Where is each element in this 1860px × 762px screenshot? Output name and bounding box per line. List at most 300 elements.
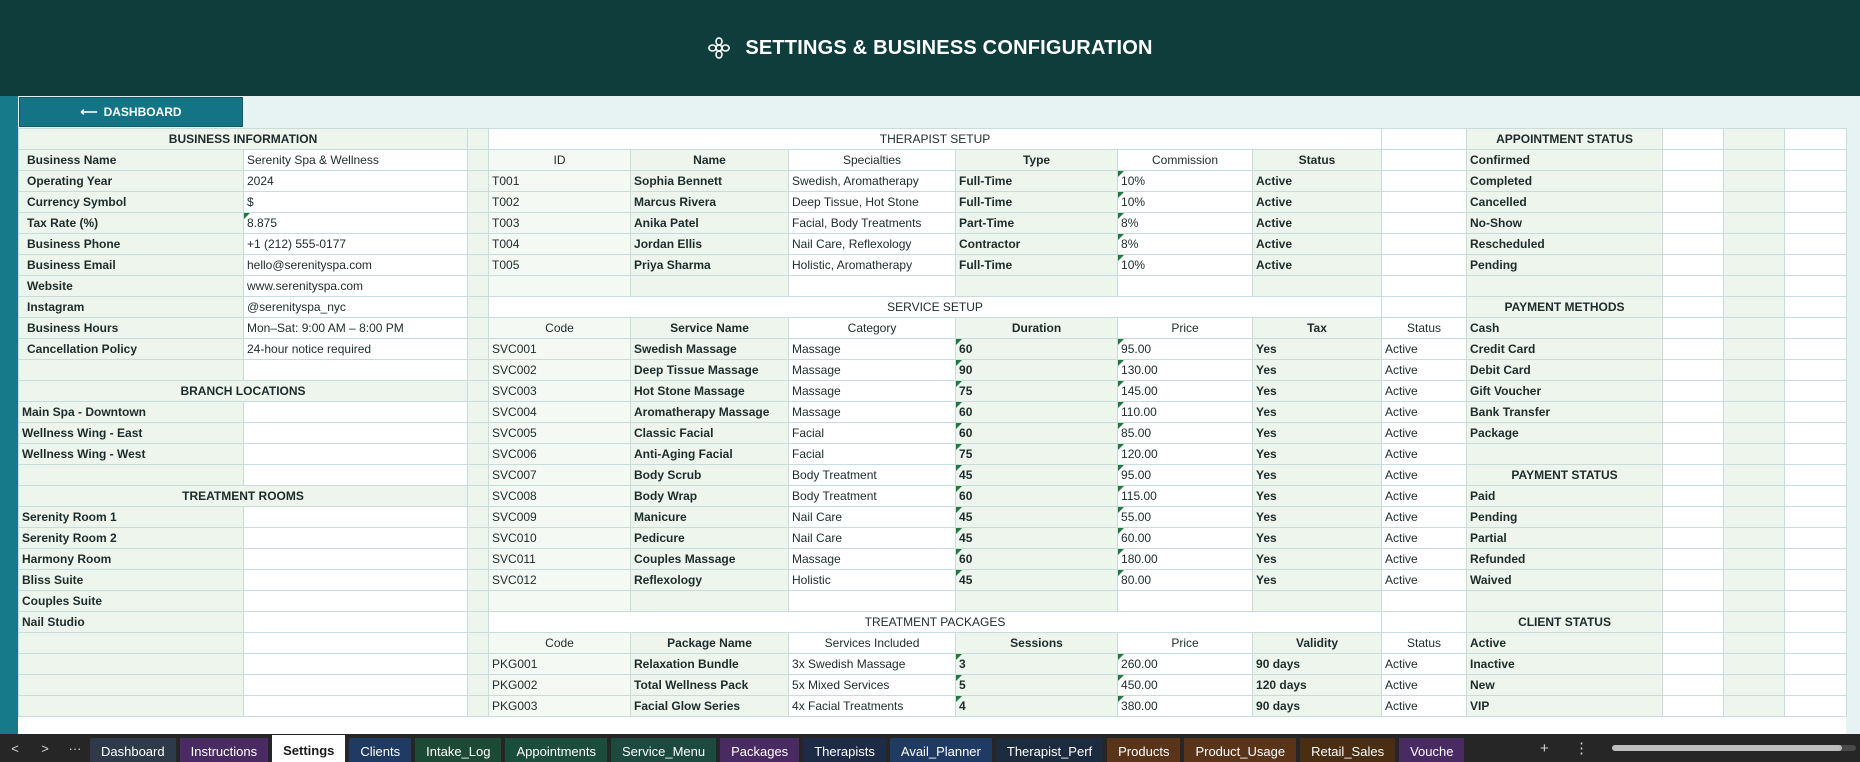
client-status-item[interactable]: New	[1467, 675, 1663, 696]
spacer-cell[interactable]	[468, 129, 489, 150]
empty-cell[interactable]	[1382, 612, 1467, 633]
empty-cell[interactable]	[1724, 444, 1785, 465]
service-price[interactable]: 110.00	[1118, 402, 1253, 423]
section-header-appointment-status[interactable]: APPOINTMENT STATUS	[1467, 129, 1663, 150]
service-detail[interactable]: Massage	[789, 339, 956, 360]
service-status[interactable]: Active	[1382, 486, 1467, 507]
column-header[interactable]: Sessions	[956, 633, 1118, 654]
empty-cell[interactable]	[1467, 444, 1663, 465]
service-qty[interactable]: 60	[956, 549, 1118, 570]
empty-cell[interactable]	[19, 696, 244, 717]
spacer-cell[interactable]	[468, 150, 489, 171]
empty-cell[interactable]	[1724, 612, 1785, 633]
empty-cell[interactable]	[1785, 339, 1847, 360]
section-header-branches[interactable]: BRANCH LOCATIONS	[19, 381, 468, 402]
column-header[interactable]: Status	[1382, 633, 1467, 654]
business-field-label[interactable]: Operating Year	[19, 171, 244, 192]
service-name[interactable]: Swedish Massage	[631, 339, 789, 360]
empty-cell[interactable]	[1724, 255, 1785, 276]
business-field-value[interactable]: Serenity Spa & Wellness	[244, 150, 468, 171]
empty-cell[interactable]	[1663, 150, 1724, 171]
service-status[interactable]: Active	[1382, 465, 1467, 486]
empty-cell[interactable]	[1382, 150, 1467, 171]
service-extra[interactable]: Yes	[1253, 402, 1382, 423]
service-qty[interactable]: 45	[956, 570, 1118, 591]
empty-cell[interactable]	[1785, 129, 1847, 150]
sheet-tab-dashboard[interactable]: Dashboard	[90, 738, 176, 762]
tab-more-menu[interactable]: ···	[68, 740, 82, 756]
therapist-status[interactable]: Active	[1253, 255, 1382, 276]
payment-status-item[interactable]: Partial	[1467, 528, 1663, 549]
sheet-tab-settings[interactable]: Settings	[272, 735, 345, 762]
empty-cell[interactable]	[1663, 486, 1724, 507]
sheet-tab-therapist-perf[interactable]: Therapist_Perf	[996, 738, 1103, 762]
column-header[interactable]: Service Name	[631, 318, 789, 339]
appointment-status-item[interactable]: Pending	[1467, 255, 1663, 276]
empty-cell[interactable]	[1663, 360, 1724, 381]
therapist-commission[interactable]: 10%	[1118, 171, 1253, 192]
empty-cell[interactable]	[956, 591, 1118, 612]
spacer-cell[interactable]	[468, 297, 489, 318]
therapist-id[interactable]: T005	[489, 255, 631, 276]
package-code[interactable]: PKG002	[489, 675, 631, 696]
payment-status-item[interactable]: Refunded	[1467, 549, 1663, 570]
package-price[interactable]: 260.00	[1118, 654, 1253, 675]
package-code[interactable]: PKG001	[489, 654, 631, 675]
spacer-cell[interactable]	[468, 675, 489, 696]
empty-cell[interactable]	[1785, 276, 1847, 297]
empty-cell[interactable]	[1663, 171, 1724, 192]
business-field-value[interactable]: 8.875	[244, 213, 468, 234]
empty-cell[interactable]	[244, 507, 468, 528]
service-extra[interactable]: Yes	[1253, 465, 1382, 486]
service-status[interactable]: Active	[1382, 423, 1467, 444]
service-price[interactable]: 145.00	[1118, 381, 1253, 402]
column-header[interactable]: Validity	[1253, 633, 1382, 654]
sheet-tab-instructions[interactable]: Instructions	[180, 738, 268, 762]
service-code[interactable]: SVC001	[489, 339, 631, 360]
empty-cell[interactable]	[1724, 633, 1785, 654]
tab-scroll-next[interactable]: >	[41, 740, 49, 756]
service-detail[interactable]: Massage	[789, 360, 956, 381]
empty-cell[interactable]	[1663, 675, 1724, 696]
section-header-client-status[interactable]: CLIENT STATUS	[1467, 612, 1663, 633]
sheet-tab-therapists[interactable]: Therapists	[803, 738, 886, 762]
rooms-item[interactable]: Serenity Room 2	[19, 528, 244, 549]
payment-status-item[interactable]: Waived	[1467, 570, 1663, 591]
service-name[interactable]: Manicure	[631, 507, 789, 528]
service-status[interactable]: Active	[1382, 339, 1467, 360]
column-header[interactable]: Code	[489, 633, 631, 654]
spacer-cell[interactable]	[468, 192, 489, 213]
spacer-cell[interactable]	[468, 402, 489, 423]
service-qty[interactable]: 60	[956, 402, 1118, 423]
spacer-cell[interactable]	[468, 507, 489, 528]
service-qty[interactable]: 90	[956, 360, 1118, 381]
service-code[interactable]: SVC007	[489, 465, 631, 486]
spacer-cell[interactable]	[468, 654, 489, 675]
empty-cell[interactable]	[1724, 339, 1785, 360]
business-field-label[interactable]: Business Name	[19, 150, 244, 171]
package-name[interactable]: Total Wellness Pack	[631, 675, 789, 696]
business-field-value[interactable]: Mon–Sat: 9:00 AM – 8:00 PM	[244, 318, 468, 339]
empty-cell[interactable]	[1382, 591, 1467, 612]
spacer-cell[interactable]	[468, 465, 489, 486]
business-field-label[interactable]: Business Email	[19, 255, 244, 276]
empty-cell[interactable]	[1724, 423, 1785, 444]
empty-cell[interactable]	[1785, 612, 1847, 633]
service-name[interactable]: Classic Facial	[631, 423, 789, 444]
empty-cell[interactable]	[789, 591, 956, 612]
empty-cell[interactable]	[1663, 234, 1724, 255]
service-extra[interactable]: Yes	[1253, 507, 1382, 528]
service-name[interactable]: Couples Massage	[631, 549, 789, 570]
branches-item[interactable]: Wellness Wing - East	[19, 423, 244, 444]
service-price[interactable]: 60.00	[1118, 528, 1253, 549]
service-detail[interactable]: Facial	[789, 423, 956, 444]
service-price[interactable]: 95.00	[1118, 339, 1253, 360]
appointment-status-item[interactable]: No-Show	[1467, 213, 1663, 234]
column-header[interactable]: ID	[489, 150, 631, 171]
therapist-type[interactable]: Full-Time	[956, 255, 1118, 276]
empty-cell[interactable]	[1785, 444, 1847, 465]
empty-cell[interactable]	[631, 276, 789, 297]
empty-cell[interactable]	[1724, 171, 1785, 192]
empty-cell[interactable]	[1724, 549, 1785, 570]
branches-item[interactable]: Main Spa - Downtown	[19, 402, 244, 423]
empty-cell[interactable]	[789, 276, 956, 297]
empty-cell[interactable]	[1724, 570, 1785, 591]
empty-cell[interactable]	[1785, 402, 1847, 423]
empty-cell[interactable]	[244, 465, 468, 486]
empty-cell[interactable]	[244, 633, 468, 654]
payment-methods-item[interactable]: Debit Card	[1467, 360, 1663, 381]
package-detail[interactable]: 4x Facial Treatments	[789, 696, 956, 717]
empty-cell[interactable]	[1663, 633, 1724, 654]
sheet-tab-clients[interactable]: Clients	[349, 738, 411, 762]
empty-cell[interactable]	[1724, 150, 1785, 171]
spacer-cell[interactable]	[468, 633, 489, 654]
add-sheet-button[interactable]: +	[1540, 739, 1549, 757]
therapist-specialties[interactable]: Nail Care, Reflexology	[789, 234, 956, 255]
empty-cell[interactable]	[1785, 255, 1847, 276]
business-field-label[interactable]: Business Phone	[19, 234, 244, 255]
payment-status-item[interactable]: Paid	[1467, 486, 1663, 507]
appointment-status-item[interactable]: Rescheduled	[1467, 234, 1663, 255]
empty-cell[interactable]	[1663, 696, 1724, 717]
therapist-id[interactable]: T003	[489, 213, 631, 234]
spacer-cell[interactable]	[468, 486, 489, 507]
rooms-item[interactable]: Couples Suite	[19, 591, 244, 612]
column-header[interactable]: Status	[1382, 318, 1467, 339]
empty-cell[interactable]	[1785, 675, 1847, 696]
empty-cell[interactable]	[1785, 192, 1847, 213]
empty-cell[interactable]	[1663, 423, 1724, 444]
service-detail[interactable]: Nail Care	[789, 528, 956, 549]
spacer-cell[interactable]	[468, 570, 489, 591]
empty-cell[interactable]	[1785, 381, 1847, 402]
therapist-status[interactable]: Active	[1253, 213, 1382, 234]
service-status[interactable]: Active	[1382, 570, 1467, 591]
business-field-value[interactable]: 2024	[244, 171, 468, 192]
service-qty[interactable]: 45	[956, 507, 1118, 528]
service-extra[interactable]: Yes	[1253, 528, 1382, 549]
service-price[interactable]: 120.00	[1118, 444, 1253, 465]
empty-cell[interactable]	[1663, 591, 1724, 612]
spacer-cell[interactable]	[468, 549, 489, 570]
empty-cell[interactable]	[1724, 465, 1785, 486]
therapist-status[interactable]: Active	[1253, 171, 1382, 192]
spacer-cell[interactable]	[468, 255, 489, 276]
empty-cell[interactable]	[631, 591, 789, 612]
section-header-business[interactable]: BUSINESS INFORMATION	[19, 129, 468, 150]
empty-cell[interactable]	[1724, 276, 1785, 297]
service-price[interactable]: 85.00	[1118, 423, 1253, 444]
business-field-value[interactable]: @serenityspa_nyc	[244, 297, 468, 318]
empty-cell[interactable]	[1663, 192, 1724, 213]
service-extra[interactable]: Yes	[1253, 360, 1382, 381]
service-extra[interactable]: Yes	[1253, 570, 1382, 591]
empty-cell[interactable]	[1785, 633, 1847, 654]
therapist-specialties[interactable]: Deep Tissue, Hot Stone	[789, 192, 956, 213]
spacer-cell[interactable]	[468, 444, 489, 465]
spacer-cell[interactable]	[468, 696, 489, 717]
spacer-cell[interactable]	[468, 612, 489, 633]
service-status[interactable]: Active	[1382, 360, 1467, 381]
service-price[interactable]: 80.00	[1118, 570, 1253, 591]
empty-cell[interactable]	[244, 675, 468, 696]
empty-cell[interactable]	[1118, 591, 1253, 612]
column-header[interactable]: Name	[631, 150, 789, 171]
empty-cell[interactable]	[1724, 129, 1785, 150]
payment-methods-item[interactable]: Bank Transfer	[1467, 402, 1663, 423]
service-code[interactable]: SVC011	[489, 549, 631, 570]
empty-cell[interactable]	[1724, 696, 1785, 717]
empty-cell[interactable]	[1785, 507, 1847, 528]
business-field-value[interactable]: +1 (212) 555-0177	[244, 234, 468, 255]
service-name[interactable]: Aromatherapy Massage	[631, 402, 789, 423]
empty-cell[interactable]	[1724, 675, 1785, 696]
empty-cell[interactable]	[1724, 234, 1785, 255]
rooms-item[interactable]: Harmony Room	[19, 549, 244, 570]
empty-cell[interactable]	[1663, 612, 1724, 633]
therapist-type[interactable]: Full-Time	[956, 171, 1118, 192]
empty-cell[interactable]	[489, 591, 631, 612]
sheet-tab-intake-log[interactable]: Intake_Log	[415, 738, 501, 762]
sheet-tab-appointments[interactable]: Appointments	[505, 738, 607, 762]
empty-cell[interactable]	[1785, 150, 1847, 171]
service-qty[interactable]: 60	[956, 423, 1118, 444]
empty-cell[interactable]	[1785, 654, 1847, 675]
package-extra[interactable]: 90 days	[1253, 654, 1382, 675]
payment-status-item[interactable]: Pending	[1467, 507, 1663, 528]
service-code[interactable]: SVC004	[489, 402, 631, 423]
section-header-therapists[interactable]: THERAPIST SETUP	[489, 129, 1382, 150]
service-extra[interactable]: Yes	[1253, 486, 1382, 507]
empty-cell[interactable]	[244, 612, 468, 633]
empty-cell[interactable]	[19, 675, 244, 696]
spacer-cell[interactable]	[468, 276, 489, 297]
service-status[interactable]: Active	[1382, 402, 1467, 423]
empty-cell[interactable]	[1467, 276, 1663, 297]
section-header-services[interactable]: SERVICE SETUP	[489, 297, 1382, 318]
service-qty[interactable]: 60	[956, 486, 1118, 507]
spacer-cell[interactable]	[468, 234, 489, 255]
column-header[interactable]: Price	[1118, 633, 1253, 654]
service-detail[interactable]: Nail Care	[789, 507, 956, 528]
service-name[interactable]: Reflexology	[631, 570, 789, 591]
section-header-packages[interactable]: TREATMENT PACKAGES	[489, 612, 1382, 633]
empty-cell[interactable]	[956, 276, 1118, 297]
sheet-tab-avail-planner[interactable]: Avail_Planner	[890, 738, 992, 762]
sheet-tab-vouche[interactable]: Vouche	[1399, 738, 1464, 762]
empty-cell[interactable]	[19, 465, 244, 486]
package-code[interactable]: PKG003	[489, 696, 631, 717]
appointment-status-item[interactable]: Completed	[1467, 171, 1663, 192]
empty-cell[interactable]	[244, 570, 468, 591]
package-status[interactable]: Active	[1382, 675, 1467, 696]
empty-cell[interactable]	[1785, 297, 1847, 318]
therapist-commission[interactable]: 8%	[1118, 234, 1253, 255]
empty-cell[interactable]	[1663, 213, 1724, 234]
empty-cell[interactable]	[1663, 570, 1724, 591]
empty-cell[interactable]	[1118, 276, 1253, 297]
therapist-name[interactable]: Anika Patel	[631, 213, 789, 234]
column-header[interactable]: Package Name	[631, 633, 789, 654]
empty-cell[interactable]	[1663, 255, 1724, 276]
empty-cell[interactable]	[1785, 549, 1847, 570]
empty-cell[interactable]	[489, 276, 631, 297]
empty-cell[interactable]	[244, 360, 468, 381]
service-detail[interactable]: Massage	[789, 402, 956, 423]
service-name[interactable]: Pedicure	[631, 528, 789, 549]
empty-cell[interactable]	[1663, 654, 1724, 675]
service-status[interactable]: Active	[1382, 528, 1467, 549]
sheet-tab-packages[interactable]: Packages	[720, 738, 799, 762]
empty-cell[interactable]	[1785, 213, 1847, 234]
package-detail[interactable]: 5x Mixed Services	[789, 675, 956, 696]
therapist-type[interactable]: Full-Time	[956, 192, 1118, 213]
package-status[interactable]: Active	[1382, 654, 1467, 675]
spacer-cell[interactable]	[468, 171, 489, 192]
empty-cell[interactable]	[1663, 318, 1724, 339]
therapist-type[interactable]: Contractor	[956, 234, 1118, 255]
package-price[interactable]: 380.00	[1118, 696, 1253, 717]
service-extra[interactable]: Yes	[1253, 381, 1382, 402]
tab-scroll-prev[interactable]: <	[11, 740, 19, 756]
payment-methods-item[interactable]: Gift Voucher	[1467, 381, 1663, 402]
empty-cell[interactable]	[19, 654, 244, 675]
empty-cell[interactable]	[1382, 129, 1467, 150]
empty-cell[interactable]	[1785, 591, 1847, 612]
empty-cell[interactable]	[1382, 171, 1467, 192]
sheet-tab-product-usage[interactable]: Product_Usage	[1184, 738, 1296, 762]
business-field-label[interactable]: Website	[19, 276, 244, 297]
sheet-menu-button[interactable]: ⋮	[1574, 740, 1589, 757]
therapist-specialties[interactable]: Swedish, Aromatherapy	[789, 171, 956, 192]
service-price[interactable]: 130.00	[1118, 360, 1253, 381]
column-header[interactable]: Type	[956, 150, 1118, 171]
payment-methods-item[interactable]: Credit Card	[1467, 339, 1663, 360]
empty-cell[interactable]	[1382, 297, 1467, 318]
empty-cell[interactable]	[1663, 507, 1724, 528]
package-detail[interactable]: 3x Swedish Massage	[789, 654, 956, 675]
empty-cell[interactable]	[1785, 486, 1847, 507]
empty-cell[interactable]	[244, 423, 468, 444]
empty-cell[interactable]	[1253, 591, 1382, 612]
section-header-payment-methods[interactable]: PAYMENT METHODS	[1467, 297, 1663, 318]
empty-cell[interactable]	[1663, 549, 1724, 570]
business-field-label[interactable]: Currency Symbol	[19, 192, 244, 213]
column-header[interactable]: Status	[1253, 150, 1382, 171]
package-qty[interactable]: 4	[956, 696, 1118, 717]
payment-methods-item[interactable]: Cash	[1467, 318, 1663, 339]
client-status-item[interactable]: Active	[1467, 633, 1663, 654]
empty-cell[interactable]	[1724, 318, 1785, 339]
service-code[interactable]: SVC006	[489, 444, 631, 465]
service-status[interactable]: Active	[1382, 549, 1467, 570]
rooms-item[interactable]: Serenity Room 1	[19, 507, 244, 528]
empty-cell[interactable]	[19, 633, 244, 654]
empty-cell[interactable]	[1663, 402, 1724, 423]
sheet-tab-retail-sales[interactable]: Retail_Sales	[1300, 738, 1395, 762]
empty-cell[interactable]	[1724, 591, 1785, 612]
empty-cell[interactable]	[1382, 255, 1467, 276]
empty-cell[interactable]	[244, 528, 468, 549]
branches-item[interactable]: Wellness Wing - West	[19, 444, 244, 465]
dashboard-button[interactable]	[19, 97, 243, 127]
therapist-name[interactable]: Marcus Rivera	[631, 192, 789, 213]
service-qty[interactable]: 75	[956, 444, 1118, 465]
empty-cell[interactable]	[1724, 381, 1785, 402]
therapist-id[interactable]: T001	[489, 171, 631, 192]
column-header[interactable]: Tax	[1253, 318, 1382, 339]
rooms-item[interactable]: Nail Studio	[19, 612, 244, 633]
service-qty[interactable]: 45	[956, 465, 1118, 486]
service-code[interactable]: SVC005	[489, 423, 631, 444]
package-qty[interactable]: 5	[956, 675, 1118, 696]
business-field-label[interactable]: Instagram	[19, 297, 244, 318]
service-name[interactable]: Anti-Aging Facial	[631, 444, 789, 465]
service-code[interactable]: SVC009	[489, 507, 631, 528]
appointment-status-item[interactable]: Confirmed	[1467, 150, 1663, 171]
business-field-label[interactable]: Tax Rate (%)	[19, 213, 244, 234]
empty-cell[interactable]	[1724, 486, 1785, 507]
empty-cell[interactable]	[1785, 423, 1847, 444]
empty-cell[interactable]	[244, 549, 468, 570]
spacer-cell[interactable]	[468, 339, 489, 360]
empty-cell[interactable]	[1724, 402, 1785, 423]
package-extra[interactable]: 120 days	[1253, 675, 1382, 696]
service-status[interactable]: Active	[1382, 381, 1467, 402]
empty-cell[interactable]	[1785, 570, 1847, 591]
business-field-value[interactable]: 24-hour notice required	[244, 339, 468, 360]
empty-cell[interactable]	[19, 360, 244, 381]
empty-cell[interactable]	[1382, 276, 1467, 297]
empty-cell[interactable]	[1724, 360, 1785, 381]
rooms-item[interactable]: Bliss Suite	[19, 570, 244, 591]
service-name[interactable]: Hot Stone Massage	[631, 381, 789, 402]
service-price[interactable]: 180.00	[1118, 549, 1253, 570]
empty-cell[interactable]	[1382, 213, 1467, 234]
client-status-item[interactable]: Inactive	[1467, 654, 1663, 675]
horizontal-scrollbar[interactable]	[1612, 745, 1856, 751]
therapist-specialties[interactable]: Facial, Body Treatments	[789, 213, 956, 234]
empty-cell[interactable]	[1663, 528, 1724, 549]
service-price[interactable]: 95.00	[1118, 465, 1253, 486]
payment-methods-item[interactable]: Package	[1467, 423, 1663, 444]
column-header[interactable]: Duration	[956, 318, 1118, 339]
